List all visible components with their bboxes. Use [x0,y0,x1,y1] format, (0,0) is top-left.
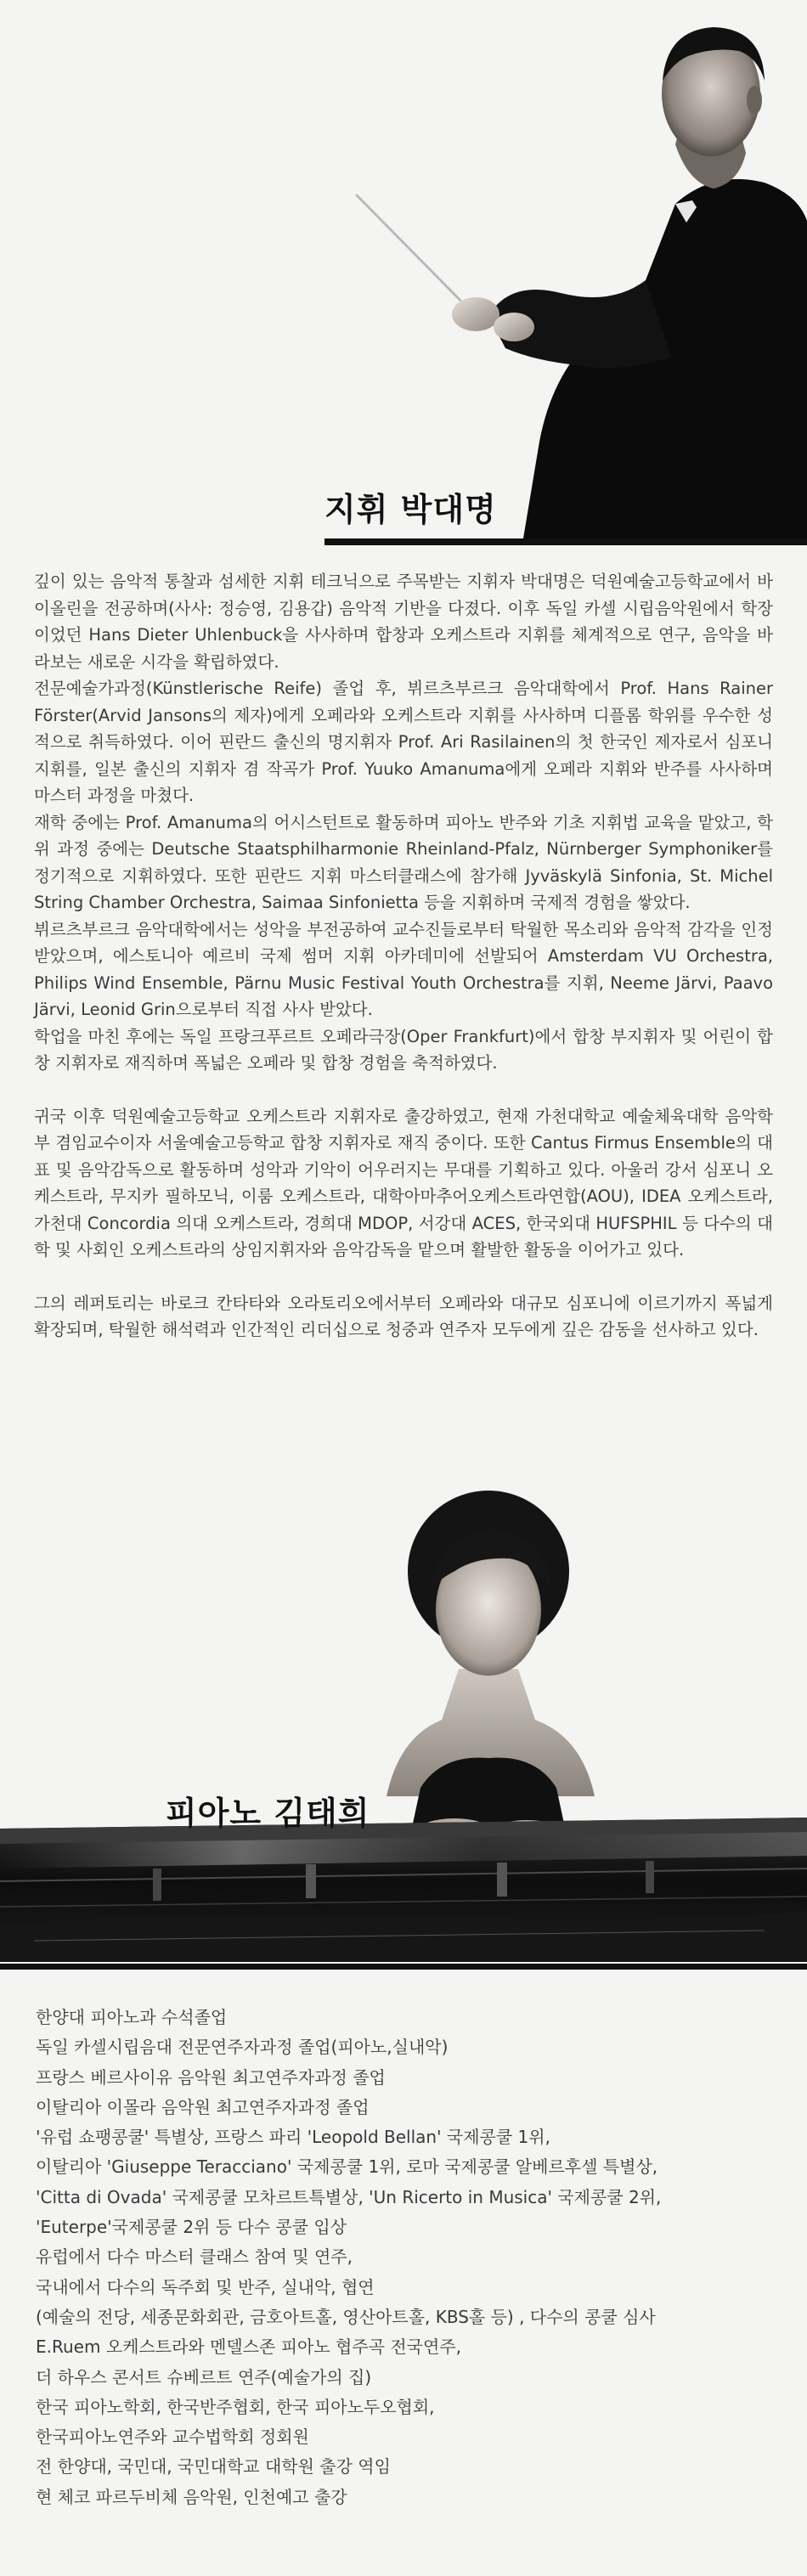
bio-paragraph: 뷔르츠부르크 음악대학에서는 성악을 부전공하여 교수진들로부터 탁월한 목소리와 음악적 감각을 인정받았으며, 에스토니아 예르비 국제 썸머 지휘 아카데미에 선발되어 Amsterdam VU Orchestra, Philips Wind Ensemble, Pärnu Music Festival Youth Orchestra를 지휘, Neeme Järvi, Paavo Järvi, Leonid Grin으로부터 직접 사사 받았다. [34,919,773,1019]
career-item: 현 체코 파르두비체 음악원, 인천예고 출강 [36,2486,347,2507]
career-item: E.Ruem 오케스트라와 멘델스존 피아노 협주곡 전국연주, [36,2336,461,2358]
bio-paragraph: 귀국 이후 덕원예술고등학교 오케스트라 지휘자로 출강하였고, 현재 가천대학교 예술체육대학 음악학부 겸임교수이자 서울예술고등학교 합창 지휘자로 재직 중이다. 또한 Cantus Firmus Ensemble의 대표 및 음악감독으로 활동하며 성악과 기악이 어우러지는 무대를 기획하고 있다. 아울러 강서 심포니 오케스트라, 무지카 필하모닉, 이룸 오케스트라, 대학아마추어오케스트라연합(AOU), IDEA 오케스트라, 가천대 Concordia 의대 오케스트라, 경희대 MDOP, 서강대 ACES, 한국외대 HUFSPHIL 등 다수의 대학 및 사회인 오케스트라의 상임지휘자와 음악감독을 맡으며 활발한 활동을 이어가고 있다. [34,1106,773,1260]
career-item: 이탈리아 'Giuseppe Teracciano' 국제콩쿨 1위, 로마 국제콩쿨 알베르후셀 특별상, [36,2156,658,2178]
pianist-career-list [36,2003,766,2512]
pianist-name: 피아노 김태희 [166,1795,370,1832]
career-item: '유럽 쇼팽콩쿨' 특별상, 프랑스 파리 'Leopold Bellan' 국제콩쿨 1위, [36,2127,550,2148]
career-item: 더 하우스 콘서트 슈베르트 연주(예술가의 집) [36,2366,372,2387]
career-item: 'Citta di Ovada' 국제콩쿨 모차르트특별상, 'Un Ricerto in Musica' 국제콩쿨 2위, [36,2186,662,2207]
career-item: 유럽에서 다수 마스터 클래스 참여 및 연주, [36,2246,353,2268]
bio-paragraph: 재학 중에는 Prof. Amanuma의 어시스턴트로 활동하며 피아노 반주와 기초 지휘법 교육을 맡았고, 학위 과정 중에는 Deutsche Staatsphilharmonie Rheinland-Pfalz, Nürnberger Symphoniker를 정기적으로 지휘하였다. 또한 핀란드 지휘 마스터클래스에 참가해 Jyväskylä Sinfonia, St. Michel String Chamber Orchestra, Saimaa Sinfonietta 등을 지휘하며 국제적 경험을 쌓았다. [34,812,773,912]
bio-paragraph: 깊이 있는 음악적 통찰과 섬세한 지휘 테크닉으로 주목받는 지휘자 박대명은 덕원예술고등학교에서 바이올린을 전공하며(사사: 정승영, 김용갑) 음악적 기반을 다졌다. 이후 독일 카셀 시립음악원에서 학장이었던 Hans Dieter Uhlenbuck을 사사하며 합창과 오케스트라 지휘를 체계적으로 연구, 음악을 바라보는 새로운 시각을 확립하였다. [34,572,773,672]
pianist-photo [0,1482,807,1975]
career-item: 한양대 피아노과 수석졸업 [36,2007,228,2027]
career-item: 국내에서 다수의 독주회 및 반주, 실내악, 협연 [36,2276,375,2297]
conductor-divider [324,538,807,545]
conductor-bio [34,568,773,1344]
conductor-name: 지휘 박대명 [324,491,497,528]
career-item: 독일 카셀시립음대 전문연주자과정 졸업(피아노,실내악) [36,2037,449,2058]
bio-paragraph: 그의 레퍼토리는 바로크 칸타타와 오라토리오에서부터 오페라와 대규모 심포니에 이르기까지 폭넓게 확장되며, 탁월한 해석력과 인간적인 리더십으로 청중과 연주자 모두에게 깊은 감동을 선사하고 있다. [34,1293,773,1339]
career-item: 이탈리아 이몰라 음악원 최고연주자과정 졸업 [36,2096,370,2117]
career-item: 'Euterpe'국제콩쿨 2위 등 다수 콩쿨 입상 [36,2217,347,2238]
career-item: 전 한양대, 국민대, 국민대학교 대학원 출강 역임 [36,2456,391,2477]
conductor-photo [340,0,807,544]
bio-paragraph: 학업을 마친 후에는 독일 프랑크푸르트 오페라극장(Oper Frankfurt)에서 합창 부지휘자 및 어린이 합창 지휘자로 재직하며 폭넓은 오페라 및 합창 경험을 축적하였다. [34,1026,773,1073]
career-item: (예술의 전당, 세종문화회관, 금호아트홀, 영산아트홀, KBS홀 등) , 다수의 콩쿨 심사 [36,2306,656,2327]
career-item: 한국피아노연주와 교수법학회 정회원 [36,2427,309,2448]
career-item: 한국 피아노학회, 한국반주협회, 한국 피아노두오협회, [36,2396,435,2417]
career-item: 프랑스 베르사이유 음악원 최고연주자과정 졸업 [36,2066,386,2088]
pianist-divider [0,1964,807,1970]
bio-paragraph: 전문예술가과정(Künstlerische Reife) 졸업 후, 뷔르츠부르크 음악대학에서 Prof. Hans Rainer Förster(Arvid Jansons의 제자)에게 오페라와 오케스트라 지휘를 사사하며 디플롬 학위를 우수한 성적으로 취득하였다. 이어 핀란드 출신의 명지휘자 Prof. Ari Rasilainen의 첫 한국인 제자로서 심포니 지휘를, 일본 출신의 지휘자 겸 작곡가 Prof. Yuuko Amanuma에게 오페라 지휘와 반주를 사사하며 마스터 과정을 마쳤다. [34,679,773,805]
